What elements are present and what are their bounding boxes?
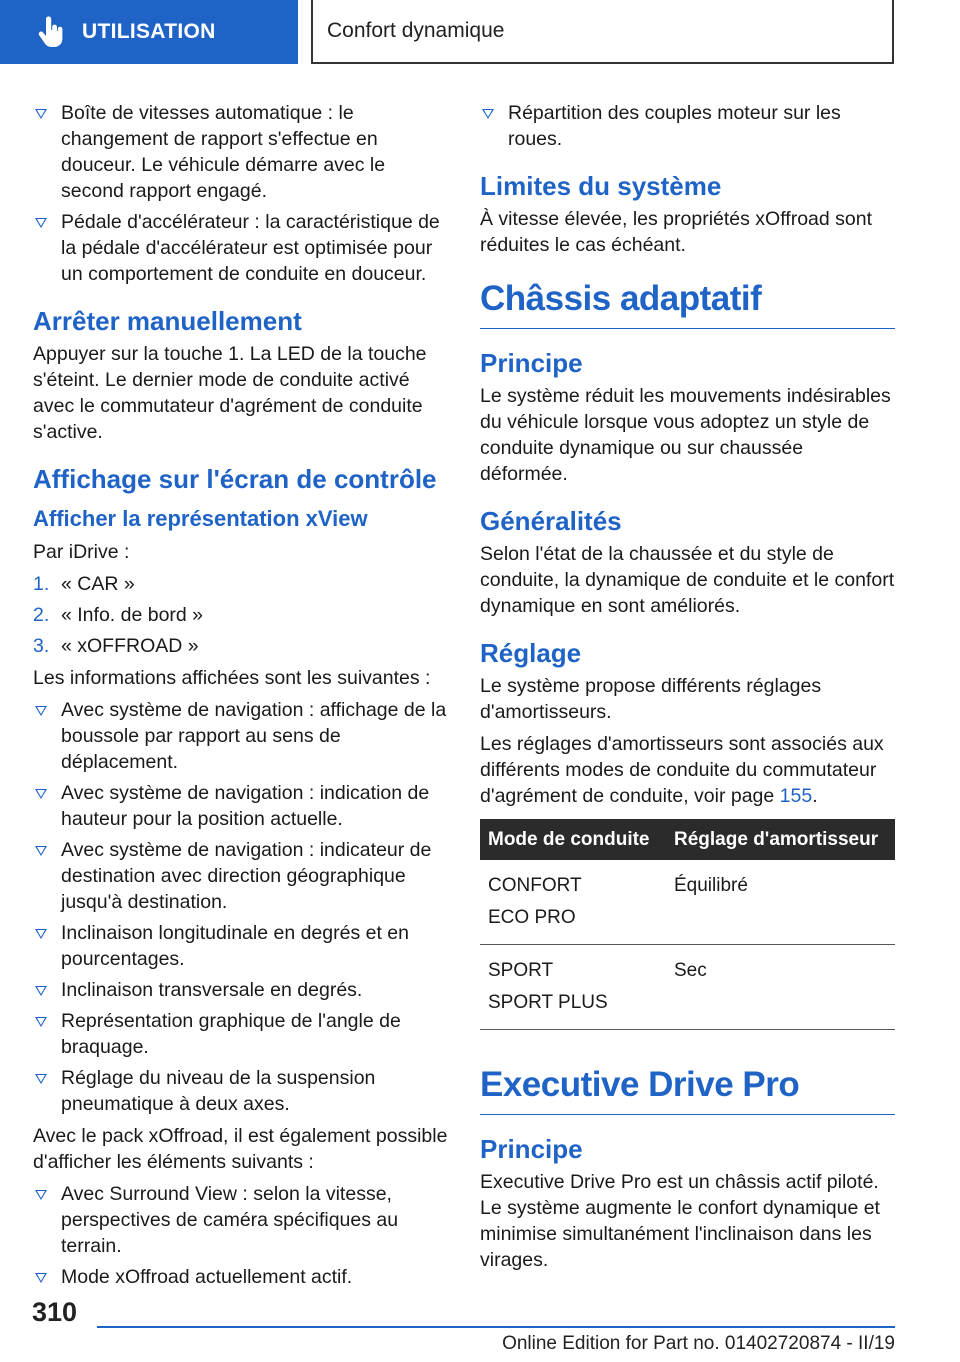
table-row — [480, 945, 895, 1030]
chapter-tab[interactable] — [311, 0, 894, 64]
triangle-bullet-icon — [35, 1074, 47, 1084]
paragraph-idrive: Par iDrive : — [33, 541, 130, 563]
heading-chassis-adaptatif: Châssis adaptatif — [480, 278, 895, 329]
triangle-bullet-icon — [35, 1273, 47, 1283]
column-header: Réglage d'amortisseur — [666, 819, 895, 860]
triangle-bullet-icon — [35, 929, 47, 939]
footer-divider — [97, 1326, 895, 1328]
list-item: Représentation graphique de l'angle de braquage. — [33, 1008, 451, 1060]
list-item: Avec système de navigation : affichage de la boussole par rapport au sens de déplacement. — [33, 697, 451, 775]
paragraph-pack: Avec le pack xOffroad, il est également possible d'afficher les éléments suivants : — [33, 1125, 448, 1173]
paragraph-reglage-2: Les réglages d'amortisseurs sont associés aux différents modes de conduite du commutateur d'agrément de conduite, voir page 155. — [480, 733, 884, 807]
bullet-list-infos — [33, 697, 451, 1117]
heading-arreter: Arrêter manuellement — [33, 306, 302, 336]
table-header-row — [480, 819, 895, 860]
list-item: 3. « xOFFROAD » — [33, 635, 199, 657]
paragraph-limites: À vitesse élevée, les propriétés xOffroad sont réduites le cas échéant. — [480, 208, 873, 256]
section-label: UTILISATION — [82, 20, 216, 43]
chapter-label: Confort dynamique — [327, 19, 505, 42]
table-cell: Sec — [666, 945, 895, 1030]
list-item: Boîte de vitesses automatique : le changement de rapport s'effectue en douceur. Le véhicule démarre avec le second rapport engagé. — [33, 100, 451, 204]
bullet-list-top — [33, 100, 451, 287]
left-column — [33, 100, 451, 1296]
heading-afficher-xview: Afficher la représentation xView — [33, 506, 368, 531]
list-item: Inclinaison transversale en degrés. — [33, 977, 451, 1003]
list-item: Inclinaison longitudinale en degrés et en pourcentages. — [33, 920, 451, 972]
triangle-bullet-icon — [35, 1017, 47, 1027]
page-number: 310 — [32, 1297, 78, 1327]
list-item: 1. « CAR » — [33, 573, 135, 595]
hand-pointer-icon — [34, 15, 68, 49]
heading-generalites: Généralités — [480, 506, 622, 536]
paragraph-principe-2: Executive Drive Pro est un châssis actif piloté. Le système augmente le confort dynamique et minimise simultanément l'inclinaison dans les virages. — [480, 1171, 880, 1271]
list-item: Avec système de navigation : indication de hauteur pour la position actuelle. — [33, 780, 451, 832]
table-cell: CONFORT ECO PRO — [480, 860, 666, 945]
table-cell: Équilibré — [666, 860, 895, 945]
heading-reglage: Réglage — [480, 638, 582, 668]
triangle-bullet-icon — [35, 706, 47, 716]
list-item: 2. « Info. de bord » — [33, 604, 204, 626]
paragraph-infos: Les informations affichées sont les suivantes : — [33, 667, 431, 689]
damper-settings-table — [480, 819, 895, 1030]
paragraph-principe: Le système réduit les mouvements indésirables du véhicule lorsque vous adoptez un style de conduite dynamique ou sur chaussée déformée. — [480, 385, 891, 485]
paragraph-arreter: Appuyer sur la touche 1. La LED de la touche s'éteint. Le dernier mode de conduite activé avec le commutateur d'agrément de conduite s'active. — [33, 343, 427, 443]
paragraph-reglage-1: Le système propose différents réglages d'amortisseurs. — [480, 675, 822, 723]
list-item: Mode xOffroad actuellement actif. — [33, 1264, 451, 1290]
edition-text: Online Edition for Part no. 01402720874 - II/19 — [502, 1333, 895, 1354]
heading-principe-2: Principe — [480, 1134, 583, 1164]
triangle-bullet-icon — [35, 789, 47, 799]
list-item: Avec Surround View : selon la vitesse, perspectives de caméra spécifiques au terrain. — [33, 1181, 451, 1259]
table-row — [480, 860, 895, 945]
page-link[interactable]: 155 — [779, 785, 813, 807]
steps-list — [33, 571, 451, 659]
heading-affichage: Affichage sur l'écran de contrôle — [33, 464, 437, 494]
list-item: Réglage du niveau de la suspension pneumatique à deux axes. — [33, 1065, 451, 1117]
list-item: Répartition des couples moteur sur les roues. — [480, 100, 895, 152]
right-column — [480, 100, 895, 1279]
triangle-bullet-icon — [35, 1190, 47, 1200]
table-cell: SPORT SPORT PLUS — [480, 945, 666, 1030]
bullet-list-pack — [33, 1181, 451, 1290]
triangle-bullet-icon — [35, 218, 47, 228]
heading-executive-drive-pro: Executive Drive Pro — [480, 1064, 895, 1115]
list-item: Avec système de navigation : indicateur de destination avec direction géographique jusqu'à destination. — [33, 837, 451, 915]
heading-limites: Limites du système — [480, 171, 722, 201]
triangle-bullet-icon — [482, 109, 494, 119]
triangle-bullet-icon — [35, 109, 47, 119]
triangle-bullet-icon — [35, 986, 47, 996]
column-header: Mode de conduite — [480, 819, 666, 860]
bullet-list-right-top — [480, 100, 895, 152]
page-header — [0, 0, 960, 66]
list-item: Pédale d'accélérateur : la caractéristique de la pédale d'accélérateur est optimisée pour un comportement de conduite en douceur. — [33, 209, 451, 287]
heading-principe: Principe — [480, 348, 583, 378]
triangle-bullet-icon — [35, 846, 47, 856]
paragraph-generalites: Selon l'état de la chaussée et du style de conduite, la dynamique de conduite et le confort dynamique en sont améliorés. — [480, 543, 895, 617]
section-tab[interactable] — [0, 0, 298, 64]
